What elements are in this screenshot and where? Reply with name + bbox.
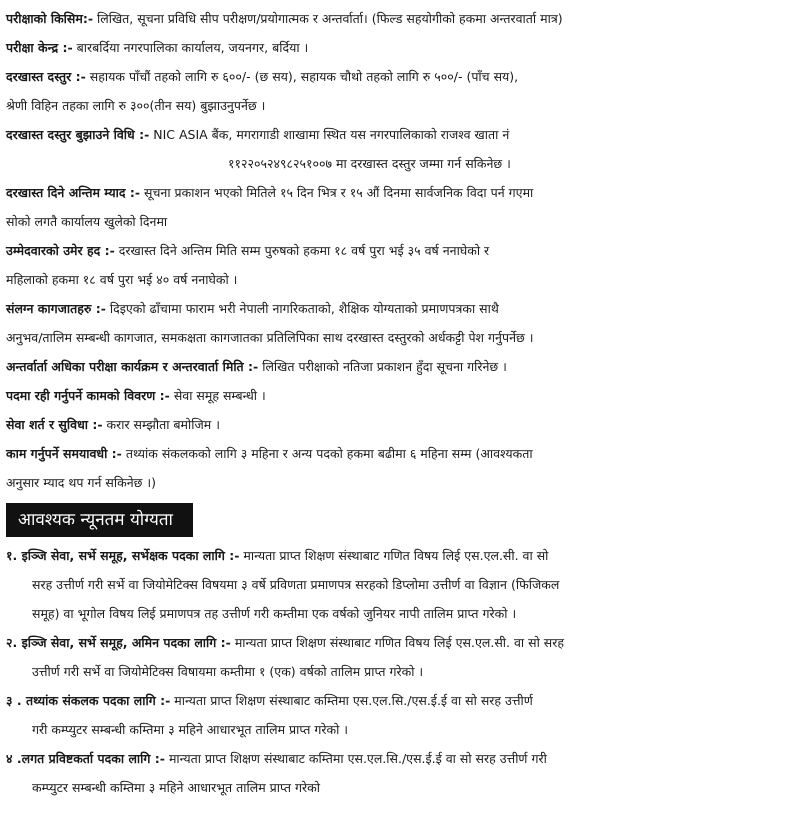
fee-method-row-continued: [6, 149, 793, 178]
fee-text-line2: श्रेणी विहिन तहका लागि रु ३००(तीन सय) बुझाउनुपर्नेछ ।: [6, 98, 266, 113]
qualification-item-1: [6, 541, 793, 570]
duration-row: [6, 439, 793, 468]
duration-text-line2: अनुसार म्याद थप गर्न सकिनेछ ।): [6, 475, 157, 490]
age-limit-row: [6, 236, 793, 265]
duration-label: काम गर्नुपर्ने समयावधी :-: [6, 446, 122, 461]
fee-row: [6, 62, 793, 91]
qualification-item-1-label: इञ्जि सेवा, सर्भे समूह, सर्भेक्षक पदका लागि :-: [17, 548, 240, 563]
fee-row-continued: [6, 91, 793, 120]
duration-row-continued: [6, 468, 793, 497]
qualification-item-2: [6, 628, 793, 657]
qualification-item-3: [6, 686, 793, 715]
qualification-item-1-line1: मान्यता प्राप्त शिक्षण संस्थाबाट गणित विषय लिई एस.एल.सी. वा सो: [239, 548, 549, 563]
qualifications-heading: आवश्यक न्यूनतम योग्यता: [6, 503, 193, 537]
fee-method-text-line1: NIC ASIA बैंक, मगरागाडी शाखामा स्थित यस नगरपालिकाको राजश्व खाता नं: [149, 127, 510, 142]
schedule-label: अन्तर्वार्ता अधिका परीक्षा कार्यक्रम र अन्तरवार्ता मिति :-: [6, 359, 259, 374]
deadline-row-continued: [6, 207, 793, 236]
documents-text-line1: दिइएको ढाँचामा फाराम भरी नेपाली नागरिकताको, शैक्षिक योग्यताको प्रमाणपत्रका साथै: [105, 301, 499, 316]
fee-method-row: [6, 120, 793, 149]
qualification-item-4-label: लगत प्रविष्टकर्ता पदका लागि :-: [21, 751, 165, 766]
qualification-item-2-label: इञ्जि सेवा, सर्भे समूह, अमिन पदका लागि :-: [17, 635, 231, 650]
qualification-item-3-line1: मान्यता प्राप्त शिक्षण संस्थाबाट कम्तिमा एस.एल.सि./एस.ई.ई वा सो सरह उत्तीर्ण: [170, 693, 533, 708]
qualification-item-2-line1: मान्यता प्राप्त शिक्षण संस्थाबाट गणित विषय लिई एस.एल.सी. वा सो सरह: [230, 635, 564, 650]
documents-row-continued: [6, 323, 793, 352]
service-terms-label: सेवा शर्त र सुविधा :-: [6, 417, 103, 432]
duration-text-line1: तथ्यांक संकलकको लागि ३ महिना र अन्य पदको हकमा बढीमा ६ महिना सम्म (आवश्यकता: [121, 446, 533, 461]
service-terms-text: करार सम्झौता बमोजिम ।: [102, 417, 220, 432]
exam-type-row: [6, 4, 793, 33]
exam-type-text: लिखित, सूचना प्रविधि सीप परीक्षण/प्रयोगात्मक र अन्तर्वार्ता। (फिल्ड सहयोगीको हकमा अन्तरवार्ता मात्र): [93, 11, 563, 26]
schedule-text: लिखित परीक्षाको नतिजा प्रकाशन हुँदा सूचना गरिनेछ ।: [258, 359, 507, 374]
deadline-row: [6, 178, 793, 207]
fee-method-text-line2: ११२२०५२४९८२५१००७ मा दरखास्त दस्तुर जम्मा गर्न सकिनेछ ।: [228, 156, 511, 171]
qualification-item-4-line2: कम्प्युटर सम्बन्धी कम्तिमा ३ महिने आधारभूत तालिम प्राप्त गरेको: [32, 780, 320, 795]
notice-document: [6, 4, 793, 802]
job-description-label: पदमा रही गर्नुपर्ने कामको विवरण :-: [6, 388, 170, 403]
age-limit-text-line2: महिलाको हकमा १८ वर्ष पुरा भई ४० वर्ष ननाघेको ।: [6, 272, 238, 287]
documents-text-line2: अनुभव/तालिम सम्बन्धी कागजात, समकक्षता कागजातका प्रतिलिपिका साथ दरखास्त दस्तुरको अर्धकट्टी पेश गर्नुपर्नेछ ।: [6, 330, 534, 345]
qualification-item-4-continued: [6, 773, 793, 802]
documents-label: संलग्न कागजातहरु :-: [6, 301, 106, 316]
age-limit-row-continued: [6, 265, 793, 294]
qualifications-heading-wrap: [6, 497, 793, 541]
qualification-item-2-line2: उत्तीर्ण गरी सर्भे वा जियोमेटिक्स विषायमा कम्तीमा १ (एक) वर्षको तालिम प्राप्त गरेको ।: [32, 664, 424, 679]
job-description-text: सेवा समूह सम्बन्धी ।: [169, 388, 266, 403]
exam-type-label: परीक्षाको किसिम:-: [6, 11, 94, 26]
deadline-text-line1: सूचना प्रकाशन भएको मितिले १५ दिन भित्र र १५ औं दिनमा सार्वजनिक विदा पर्न गएमा: [140, 185, 534, 200]
age-limit-label: उम्मेदवारको उमेर हद :-: [6, 243, 115, 258]
qualification-item-3-number: ३ .: [6, 693, 22, 708]
exam-center-label: परीक्षा केन्द्र :-: [6, 40, 73, 55]
service-terms-row: [6, 410, 793, 439]
qualification-item-1-line2: सरह उत्तीर्ण गरी सर्भे वा जियोमेटिक्स विषयमा ३ वर्षे प्रविणता प्रमाणपत्र सरहको डिप्लोमा उत्तीर्ण वा विज्ञान (फिजिकल: [32, 577, 560, 592]
qualification-item-2-number: २.: [6, 635, 18, 650]
qualification-item-3-line2: गरी कम्प्युटर सम्बन्धी कम्तिमा ३ महिने आधारभूत तालिम प्राप्त गरेको ।: [32, 722, 349, 737]
job-description-row: [6, 381, 793, 410]
qualification-item-1-line3: समूह) वा भूगोल विषय लिई प्रमाणपत्र तह उत्तीर्ण गरी कम्तीमा एक वर्षको जुनियर नापी तालिम प्राप्त गरेको ।: [32, 606, 517, 621]
age-limit-text-line1: दरखास्त दिने अन्तिम मिति सम्म पुरुषको हकमा १८ वर्ष पुरा भई ३५ वर्ष ननाघेको र: [114, 243, 490, 258]
qualification-item-1-number: १.: [6, 548, 18, 563]
qualification-item-4: [6, 744, 793, 773]
qualification-item-3-continued: [6, 715, 793, 744]
documents-row: [6, 294, 793, 323]
qualification-item-1-continued: [6, 599, 793, 628]
fee-label: दरखास्त दस्तुर :-: [6, 69, 86, 84]
qualification-item-3-label: तथ्यांक संकलक पदका लागि :-: [21, 693, 171, 708]
exam-center-text: बारबर्दिया नगरपालिका कार्यालय, जयनगर, बर्दिया ।: [72, 40, 309, 55]
qualification-item-1-continued: [6, 570, 793, 599]
fee-method-label: दरखास्त दस्तुर बुझाउने विधि :-: [6, 127, 150, 142]
deadline-text-line2: सोको लगतै कार्यालय खुलेको दिनमा: [6, 214, 168, 229]
fee-text-line1: सहायक पाँचौं तहको लागि रु ६००/- (छ सय), सहायक चौथो तहको लागि रु ५००/- (पाँच सय),: [85, 69, 519, 84]
qualification-item-4-number: ४ .: [6, 751, 22, 766]
qualification-item-2-continued: [6, 657, 793, 686]
exam-center-row: [6, 33, 793, 62]
qualification-item-4-line1: मान्यता प्राप्त शिक्षण संस्थाबाट कम्तिमा एस.एल.सि./एस.ई.ई वा सो सरह उत्तीर्ण गरी: [164, 751, 547, 766]
deadline-label: दरखास्त दिने अन्तिम म्याद :-: [6, 185, 141, 200]
schedule-row: [6, 352, 793, 381]
